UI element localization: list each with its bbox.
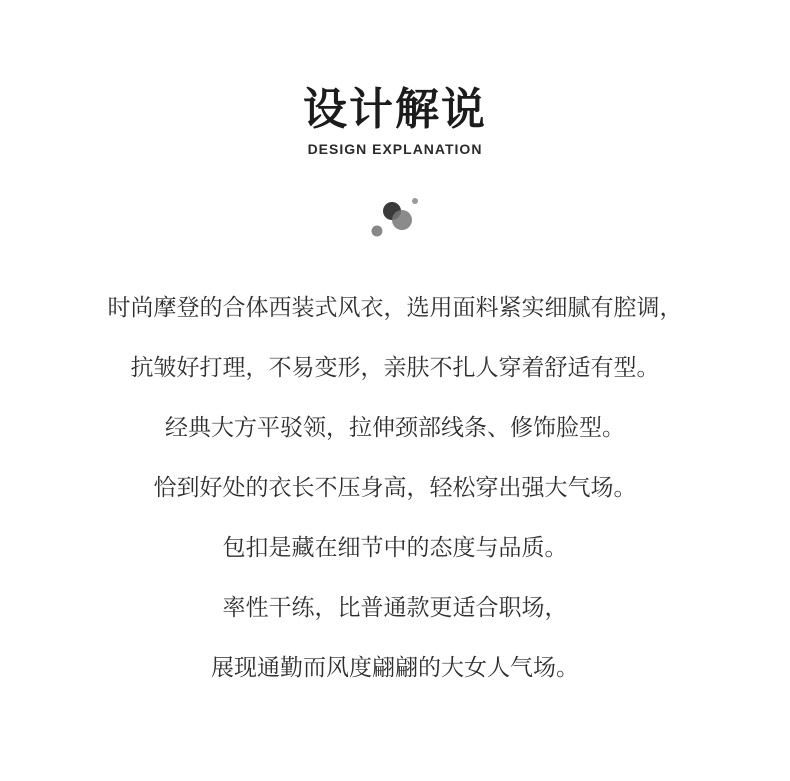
dots-decoration-svg: [365, 195, 425, 240]
dot-small-left: [372, 226, 383, 237]
dots-decoration-icon: [365, 195, 425, 240]
description-block: [0, 278, 790, 698]
description-line: 时尚摩登的合体西装式风衣，选用面料紧实细腻有腔调，: [107, 295, 683, 321]
description-line: 率性干练，比普通款更适合职场，: [222, 595, 568, 621]
dot-small-right: [412, 198, 418, 204]
description-line: 展现通勤而风度翩翩的大女人气场。: [211, 655, 579, 681]
section-header: [0, 80, 790, 158]
description-line: 经典大方平驳领，拉伸颈部线条、修饰脸型。: [165, 415, 625, 441]
section-subtitle: DESIGN EXPLANATION: [307, 141, 483, 157]
section-title: 设计解说: [303, 84, 487, 135]
dot-large-gray: [392, 210, 412, 230]
description-line: 包扣是藏在细节中的态度与品质。: [222, 535, 568, 561]
description-line: 抗皱好打理，不易变形，亲肤不扎人穿着舒适有型。: [130, 355, 660, 381]
description-line: 恰到好处的衣长不压身高，轻松穿出强大气场。: [153, 475, 637, 501]
